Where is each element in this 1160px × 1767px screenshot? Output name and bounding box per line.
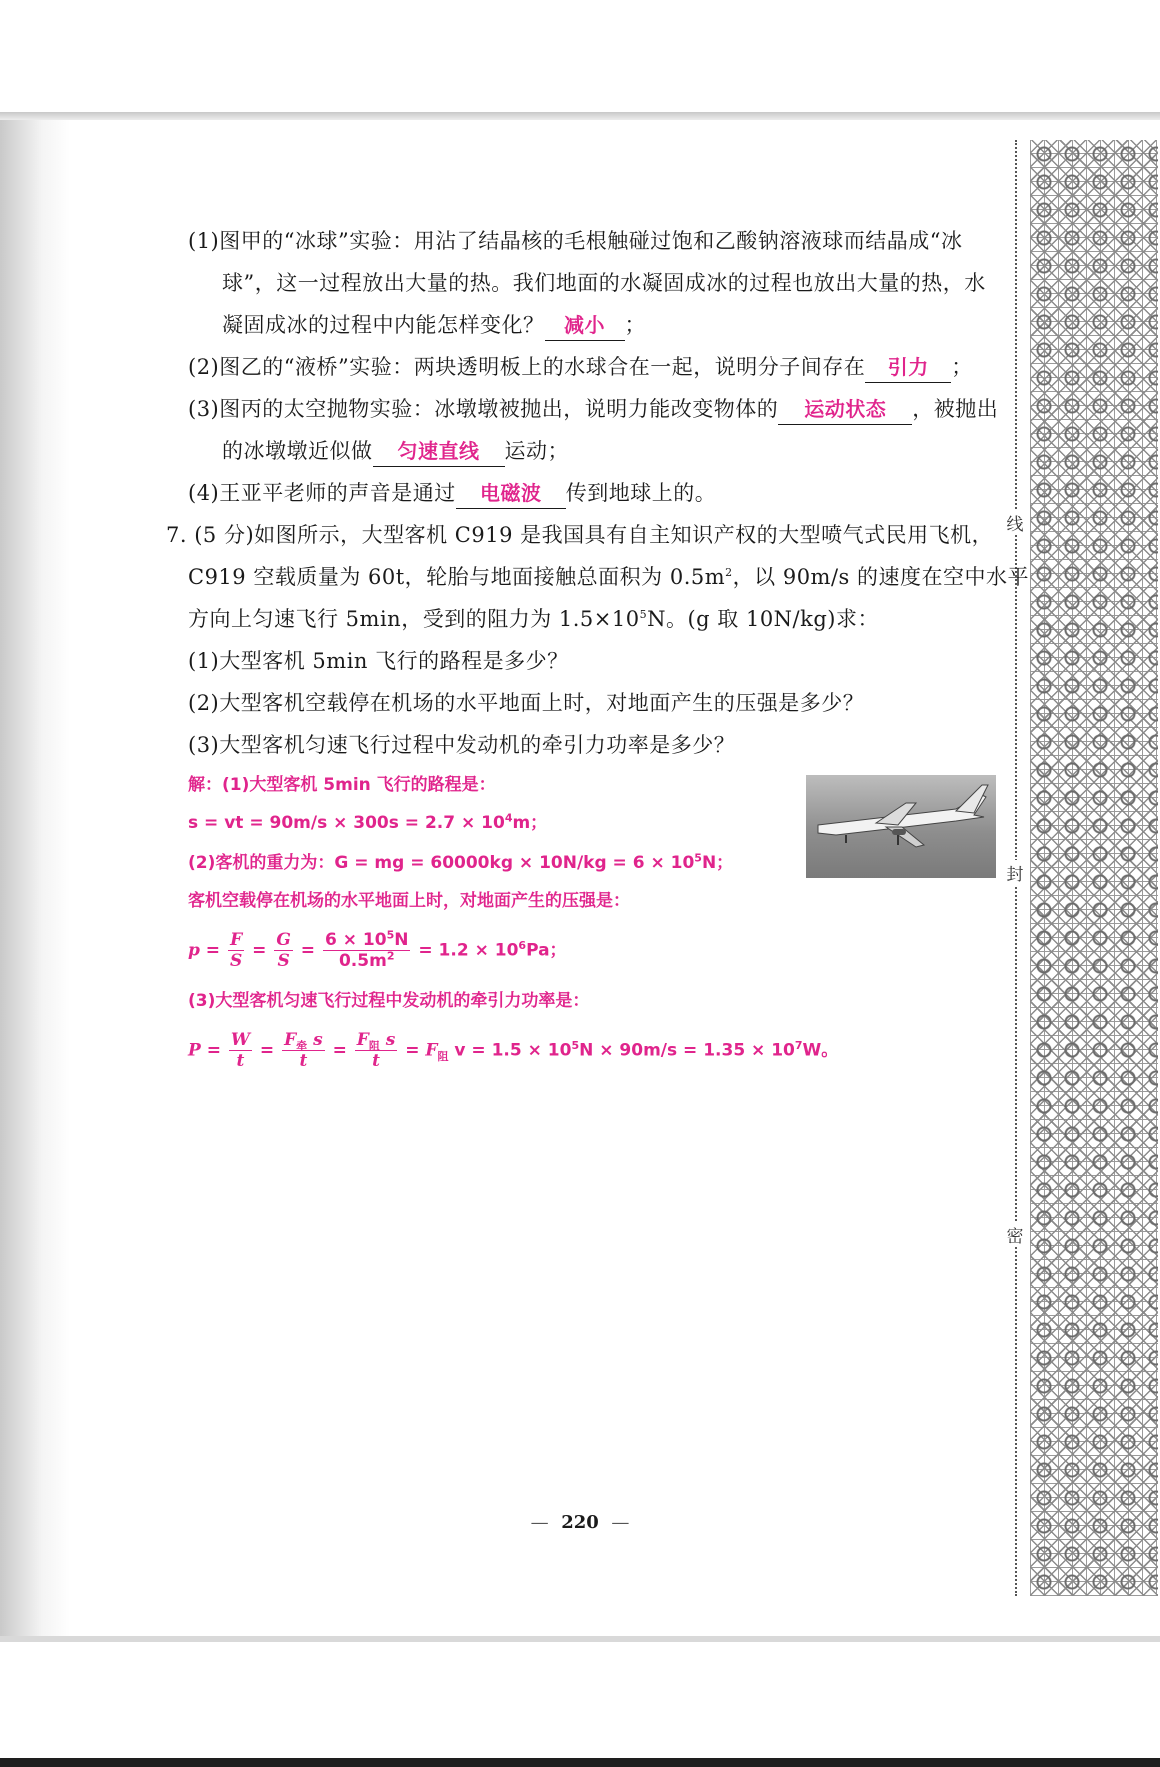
binding-label-line: 线 (1002, 510, 1028, 535)
q6-line-4: (2)图乙的“液桥”实验：两块透明板上的水球合在一起，说明分子间存在 引力 ； (188, 352, 973, 383)
airplane-icon (806, 775, 996, 878)
answer-blank: 匀速直线 (373, 436, 505, 467)
q7-line-2: C919 空载质量为 60t，轮胎与地面接触总面积为 $0.5m^2$，以 90m/s 的速度在空中水平 (188, 565, 1029, 589)
answer-blank: 电磁波 (456, 478, 566, 509)
solution-power-formula: P = $\frac{W}{t}$ = $\frac{F_牵 s}{t}$ = $\frac{F_阻 s}{t}$ = $F_阻$ $v = 1.5 \times 10^5N \times 90m/s = 1.35 \times 10^7W$。 (188, 1030, 839, 1071)
solution-line-2: s = vt = $90m/s \times 300s = 2.7 \times 10^4m$； (188, 811, 548, 833)
q6-line-6: 的冰墩墩近似做 匀速直线 运动； (222, 436, 569, 467)
q6-line-1: (1)图甲的“冰球”实验：用沾了结晶核的毛根触碰过饱和乙酸钠溶液球而结晶成“冰 (188, 229, 963, 253)
answer-blank: 运动状态 (778, 394, 912, 425)
answer-blank: 引力 (865, 352, 951, 383)
q6-line-5: (3)图丙的太空抛物实验：冰墩墩被抛出，说明力能改变物体的 运动状态 ，被抛出 (188, 394, 998, 425)
book-page (0, 120, 1160, 1642)
solution-line-6: (3)大型客机匀速飞行过程中发动机的牵引力功率是： (188, 991, 590, 1011)
binding-pattern-strip (1030, 140, 1158, 1596)
c919-aircraft-photo (806, 775, 996, 878)
solution-line-1: 解：(1)大型客机 5min 飞行的路程是： (188, 775, 496, 795)
q7-sub-1: (1)大型客机 5min 飞行的路程是多少？ (188, 649, 569, 673)
q7-line-3: 方向上匀速飞行 5min，受到的阻力为 $1.5\times 10^5N$。(g 取 10N/kg)求： (188, 607, 879, 631)
solution-line-3: (2)客机的重力为：G = mg = $60000kg \times 10N/kg = 6 \times 10^5N$； (188, 851, 734, 873)
q7-line-1: 7. (5 分)如图所示，大型客机 C919 是我国具有自主知识产权的大型喷气式民用飞机， (166, 523, 994, 547)
answer-blank: 减小 (545, 310, 625, 341)
binding-label-secret: 密 (1002, 1222, 1028, 1247)
page-number: — 220 — (530, 1512, 630, 1533)
bottom-edge-bar (0, 1758, 1160, 1767)
q6-line-3: 凝固成冰的过程中内能怎样变化？ 减小 ； (222, 310, 646, 341)
q7-sub-2: (2)大型客机空载停在机场的水平地面上时，对地面产生的压强是多少？ (188, 691, 865, 715)
page-spine-shadow (0, 120, 70, 1636)
q6-line-2: 球”，这一过程放出大量的热。我们地面的水凝固成冰的过程也放出大量的热，水 (222, 271, 986, 295)
solution-line-4: 客机空载停在机场的水平地面上时，对地面产生的压强是： (188, 891, 630, 911)
binding-label-seal: 封 (1002, 860, 1028, 885)
q7-sub-3: (3)大型客机匀速飞行过程中发动机的牵引力功率是多少？ (188, 733, 736, 757)
q6-line-7: (4)王亚平老师的声音是通过 电磁波 传到地球上的。 (188, 478, 716, 509)
solution-pressure-formula: p = $\frac{F}{S}$ = $\frac{G}{S}$ = $\frac{6 \times 10^5N}{0.5m^2}$ = $1.2 \times 10^6Pa$； (188, 928, 567, 971)
